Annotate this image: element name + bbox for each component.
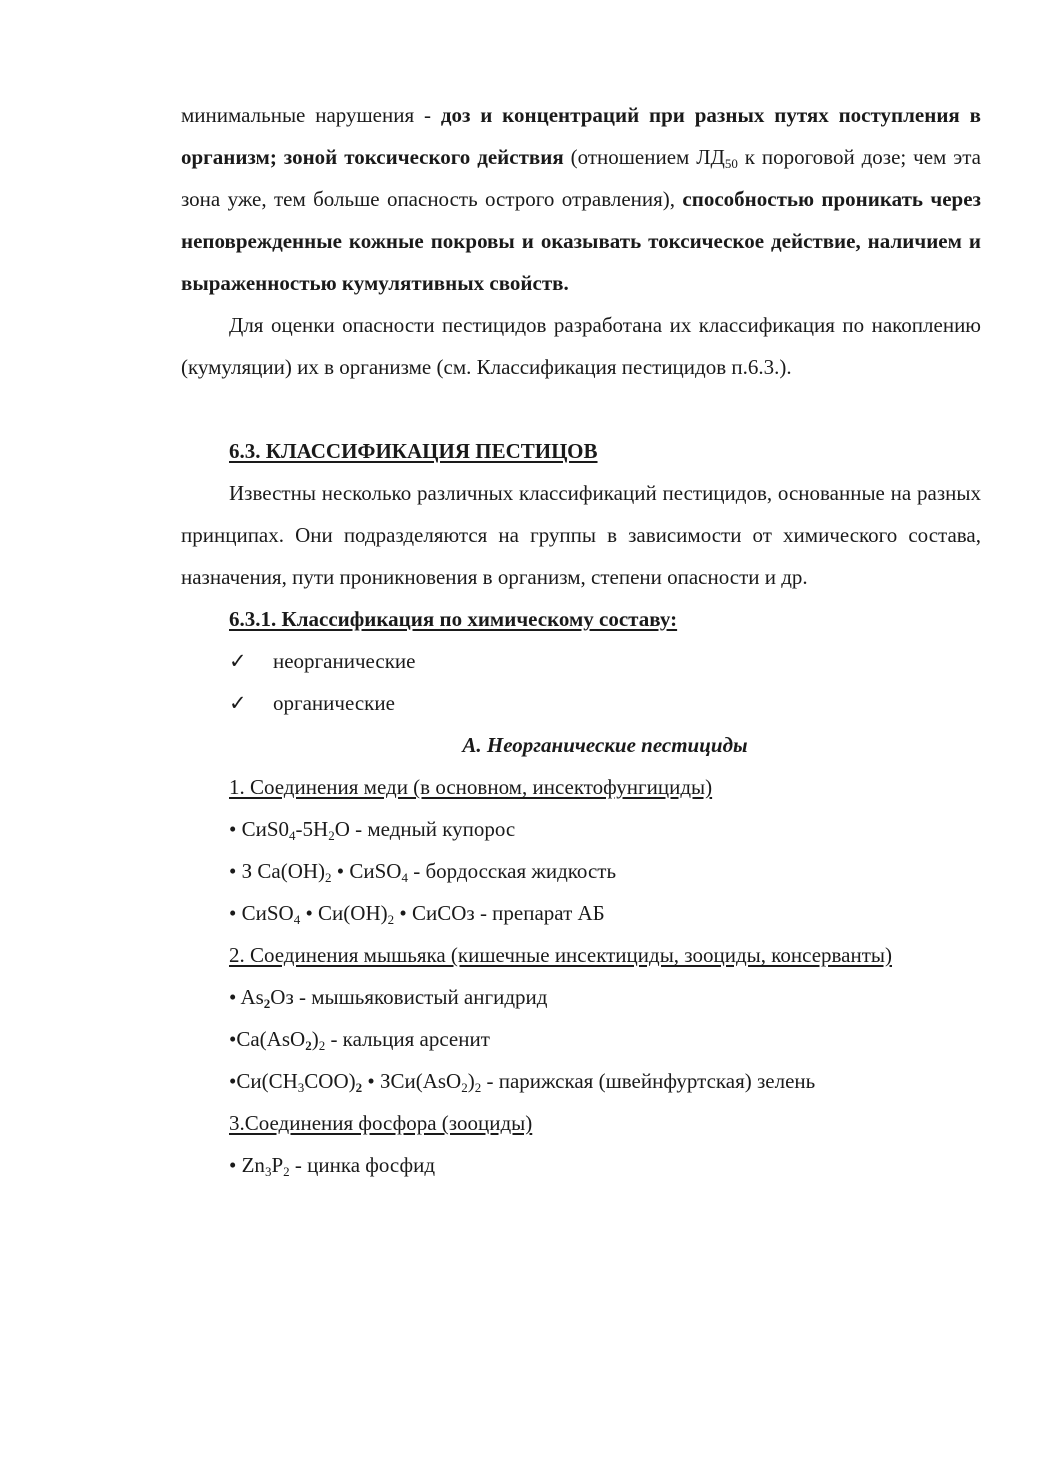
list-item bbox=[229, 640, 981, 682]
text-run: минимальные нарушения - bbox=[181, 103, 441, 127]
formula-item: • $Zn_3P_2$ - цинка фосфид bbox=[229, 1153, 436, 1179]
list-item-label: органические bbox=[273, 691, 395, 715]
subscript: 50 bbox=[724, 156, 738, 171]
formula-item: • $CиS0_4-5H_2O$ - медный купорос bbox=[229, 817, 516, 843]
bold-run: способностью проникать через неповрежденные кожные покровы и оказывать токсическое действие, наличием и выраженностью кумулятивных свойств. bbox=[181, 187, 981, 295]
text-run: к пороговой дозе; чем эта зона уже, тем больше опасность острого отравления), bbox=[181, 145, 981, 211]
formula-item: $•Cи(CH_3COO)_2$ • $ЗCи(AsO_2)_2$ - парижская (швейнфуртская) зелень bbox=[229, 1069, 816, 1095]
text-run: (отношением ЛД bbox=[563, 145, 725, 169]
section-heading: 6.3. КЛАССИФИКАЦИЯ ПЕСТИЦОВ bbox=[229, 439, 598, 463]
check-mark-icon: ✓ bbox=[229, 649, 247, 673]
formula-item: • З $Са(ОН)_2$ • CиSO$_4$ - бордосская жидкость bbox=[229, 859, 617, 885]
subsection-heading: 6.3.1. Классификация по химическому составу: bbox=[229, 607, 678, 631]
formula-item: • $As_2Oз$ - мышьяковистый ангидрид bbox=[229, 985, 548, 1011]
group-title-copper: 1. Соединения меди (в основном, инсектофунгициды) bbox=[229, 775, 713, 799]
paragraph-assessment: Для оценки опасности пестицидов разработана их классификация по накоплению (кумуляции) их в организме (см. Классификация пестицидов п.6.3.). bbox=[181, 313, 981, 379]
paragraph-toxicity bbox=[181, 94, 981, 304]
group-title-arsenic: 2. Соединения мышьяка (кишечные инсектициды, зооциды, консерванты) bbox=[229, 943, 892, 967]
list-item-label: неорганические bbox=[273, 649, 416, 673]
bold-run: доз и концентраций при разных путях поступления в организм; зоной токсического действия bbox=[181, 103, 981, 169]
spacer bbox=[181, 388, 981, 430]
formula-item: $•Ca(AsO_2)_2$ - кальция арсенит bbox=[229, 1027, 490, 1053]
subtitle: А. Неорганические пестициды bbox=[462, 733, 748, 757]
check-mark-icon: ✓ bbox=[229, 691, 247, 715]
paragraph-intro: Известны несколько различных классификаций пестицидов, основанные на разных принципах. Они подразделяются на группы в зависимости от химического состава, назначения, пути проникновения в организм, степени опасности и др. bbox=[181, 481, 981, 589]
formula-item: • CиSO$_4$ • $Cи(OH)_2$ • CиCOз - препарат АБ bbox=[229, 901, 605, 927]
group-title-phosphorus: 3.Соединения фосфора (зооциды) bbox=[229, 1111, 533, 1135]
document-page bbox=[181, 94, 981, 1186]
list-item bbox=[229, 682, 981, 724]
